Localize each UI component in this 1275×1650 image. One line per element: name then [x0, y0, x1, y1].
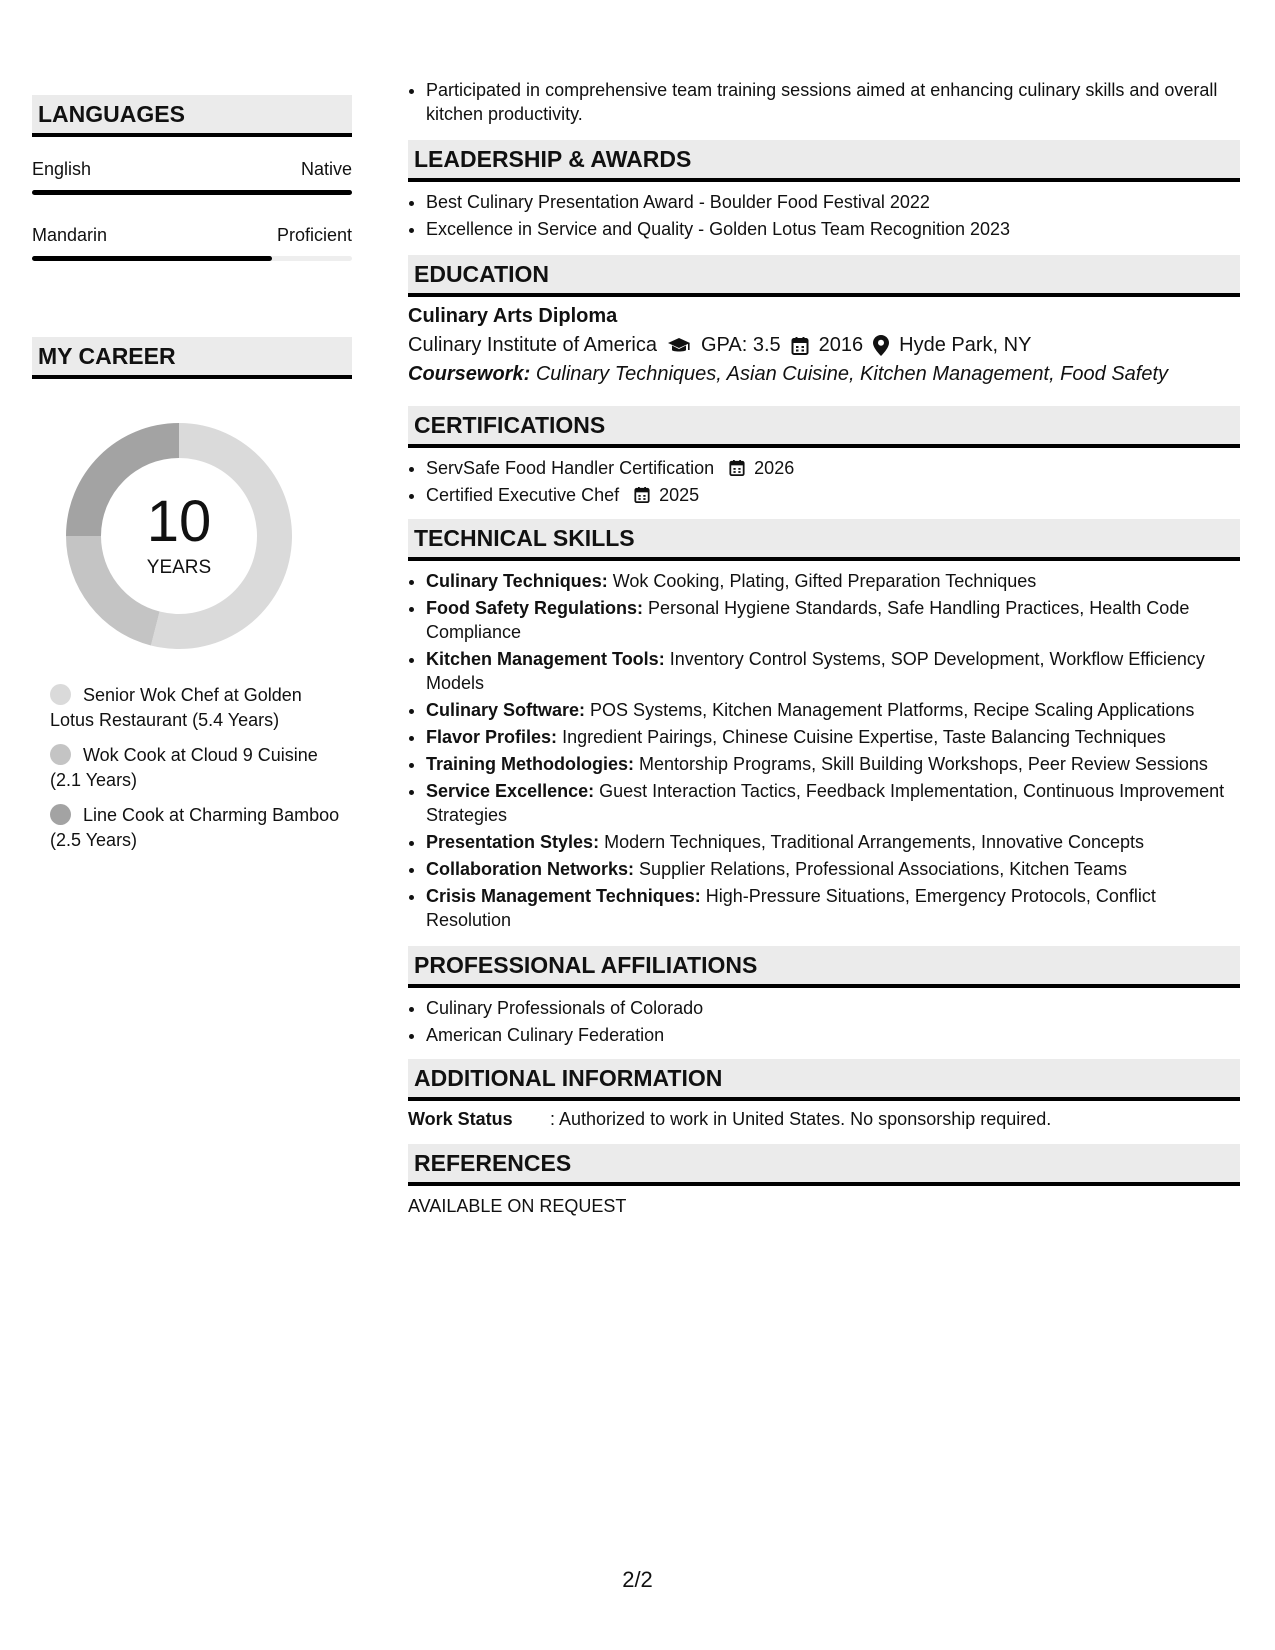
gpa: GPA: 3.5 [701, 334, 781, 356]
career-role-label: Line Cook at Charming Bamboo (2.5 Years) [50, 805, 340, 850]
graduation-cap-icon [667, 337, 691, 355]
language-item [32, 159, 352, 195]
language-proficiency-bar [32, 256, 352, 261]
calendar-icon [791, 336, 809, 356]
technical-skills-list [408, 569, 1240, 932]
skill-item [426, 779, 1240, 827]
coursework-label: Coursework: [408, 363, 531, 385]
skill-label: Flavor Profiles: [426, 727, 558, 747]
award-item: • Excellence in Service and Quality - Golden Lotus Team Recognition 2023 [426, 217, 1240, 241]
skill-item [426, 647, 1240, 695]
award-item: • Best Culinary Presentation Award - Boulder Food Festival 2022 [426, 190, 1240, 214]
skill-text: High-Pressure Situations, Emergency Protocols, Conflict Resolution [426, 886, 1156, 930]
skill-item [426, 569, 1240, 593]
career-legend [50, 683, 340, 853]
skill-label: Kitchen Management Tools: [426, 649, 665, 669]
skill-text: POS Systems, Kitchen Management Platforms, Recipe Scaling Applications [590, 700, 1195, 720]
certification-year: 2026 [754, 458, 795, 478]
calendar-icon [729, 459, 745, 477]
skill-label: Service Excellence: [426, 781, 595, 801]
affiliation-item: • American Culinary Federation [426, 1023, 1240, 1047]
certifications-list [408, 456, 1240, 507]
language-item [32, 225, 352, 261]
language-level: Proficient [276, 225, 352, 245]
donut-center [66, 423, 292, 649]
references-text: AVAILABLE ON REQUEST [408, 1196, 627, 1216]
skill-item [426, 596, 1240, 644]
skill-text: Guest Interaction Tactics, Feedback Implementation, Continuous Improvement Strategies [426, 781, 1225, 825]
languages-heading: LANGUAGES [32, 95, 352, 137]
calendar-icon [634, 486, 650, 504]
skill-text: Ingredient Pairings, Chinese Cuisine Expertise, Taste Balancing Techniques [562, 727, 1166, 747]
page-number: 2/2 [622, 1567, 653, 1592]
work-status-value: : Authorized to work in United States. No sponsorship required. [550, 1109, 1052, 1129]
career-legend-item [50, 743, 340, 793]
leadership-list [408, 190, 1240, 241]
career-role-label: Wok Cook at Cloud 9 Cuisine (2.1 Years) [50, 745, 318, 790]
affiliation-item: • Culinary Professionals of Colorado [426, 996, 1240, 1020]
certifications-heading: CERTIFICATIONS [408, 406, 1240, 448]
skill-text: Wok Cooking, Plating, Gifted Preparation Techniques [612, 571, 1037, 591]
skill-item [426, 698, 1240, 722]
legend-swatch [50, 744, 71, 765]
skill-label: Culinary Software: [426, 700, 586, 720]
certification-item [426, 483, 1240, 507]
skill-text: Supplier Relations, Professional Associations, Kitchen Teams [639, 859, 1127, 879]
leadership-heading: LEADERSHIP & AWARDS [408, 140, 1240, 182]
skill-label: Collaboration Networks: [426, 859, 635, 879]
skill-text: Mentorship Programs, Skill Building Workshops, Peer Review Sessions [639, 754, 1208, 774]
sidebar [32, 95, 352, 863]
language-proficiency-bar [32, 190, 352, 195]
references-heading: REFERENCES [408, 1144, 1240, 1186]
skill-text: Personal Hygiene Standards, Safe Handling Practices, Health Code Compliance [426, 598, 1190, 642]
education-details [408, 334, 1240, 357]
career-total-years: 10 [146, 489, 212, 554]
experience-bullets [408, 78, 1240, 126]
coursework [408, 363, 1240, 386]
main-content [408, 78, 1240, 1217]
career-role-label: Senior Wok Chef at Golden Lotus Restaurant (5.4 Years) [50, 685, 302, 730]
skill-item [426, 752, 1240, 776]
skill-item [426, 884, 1240, 932]
language-proficiency-fill [32, 256, 272, 261]
skill-item [426, 725, 1240, 749]
career-heading: MY CAREER [32, 337, 352, 379]
map-pin-icon [873, 335, 889, 356]
skill-label: Training Methodologies: [426, 754, 634, 774]
language-level: Native [300, 159, 352, 179]
additional-info-heading: ADDITIONAL INFORMATION [408, 1059, 1240, 1101]
certification-name: Certified Executive Chef [426, 485, 620, 505]
skill-label: Presentation Styles: [426, 832, 600, 852]
language-name: Mandarin [32, 225, 108, 245]
coursework-text: Culinary Techniques, Asian Cuisine, Kitchen Management, Food Safety [535, 363, 1169, 385]
language-name: English [32, 159, 92, 179]
certification-year: 2025 [659, 485, 700, 505]
degree-title: Culinary Arts Diploma [408, 305, 618, 327]
experience-bullet: • Participated in comprehensive team training sessions aimed at enhancing culinary skills and overall kitchen productivity. [426, 78, 1240, 126]
skill-text: Inventory Control Systems, SOP Development, Workflow Efficiency Models [426, 649, 1205, 693]
career-legend-item [50, 803, 340, 853]
skill-item [426, 830, 1240, 854]
skill-item [426, 857, 1240, 881]
career-legend-item [50, 683, 340, 733]
affiliations-list [408, 996, 1240, 1047]
technical-skills-heading: TECHNICAL SKILLS [408, 519, 1240, 561]
certification-name: ServSafe Food Handler Certification [426, 458, 715, 478]
skill-label: Crisis Management Techniques: [426, 886, 701, 906]
certification-item [426, 456, 1240, 480]
work-status-row [408, 1109, 1240, 1130]
language-proficiency-fill [32, 190, 352, 195]
skill-label: Food Safety Regulations: [426, 598, 644, 618]
graduation-year: 2016 [818, 334, 864, 356]
career-total-unit: YEARS [146, 557, 212, 578]
school-name: Culinary Institute of America [408, 334, 657, 356]
legend-swatch [50, 804, 71, 825]
career-donut-chart [66, 423, 292, 649]
work-status-label: Work Status [408, 1109, 513, 1129]
skill-text: Modern Techniques, Traditional Arrangements, Innovative Concepts [604, 832, 1145, 852]
affiliations-heading: PROFESSIONAL AFFILIATIONS [408, 946, 1240, 988]
education-heading: EDUCATION [408, 255, 1240, 297]
skill-label: Culinary Techniques: [426, 571, 608, 591]
school-location: Hyde Park, NY [899, 334, 1032, 356]
legend-swatch [50, 684, 71, 705]
